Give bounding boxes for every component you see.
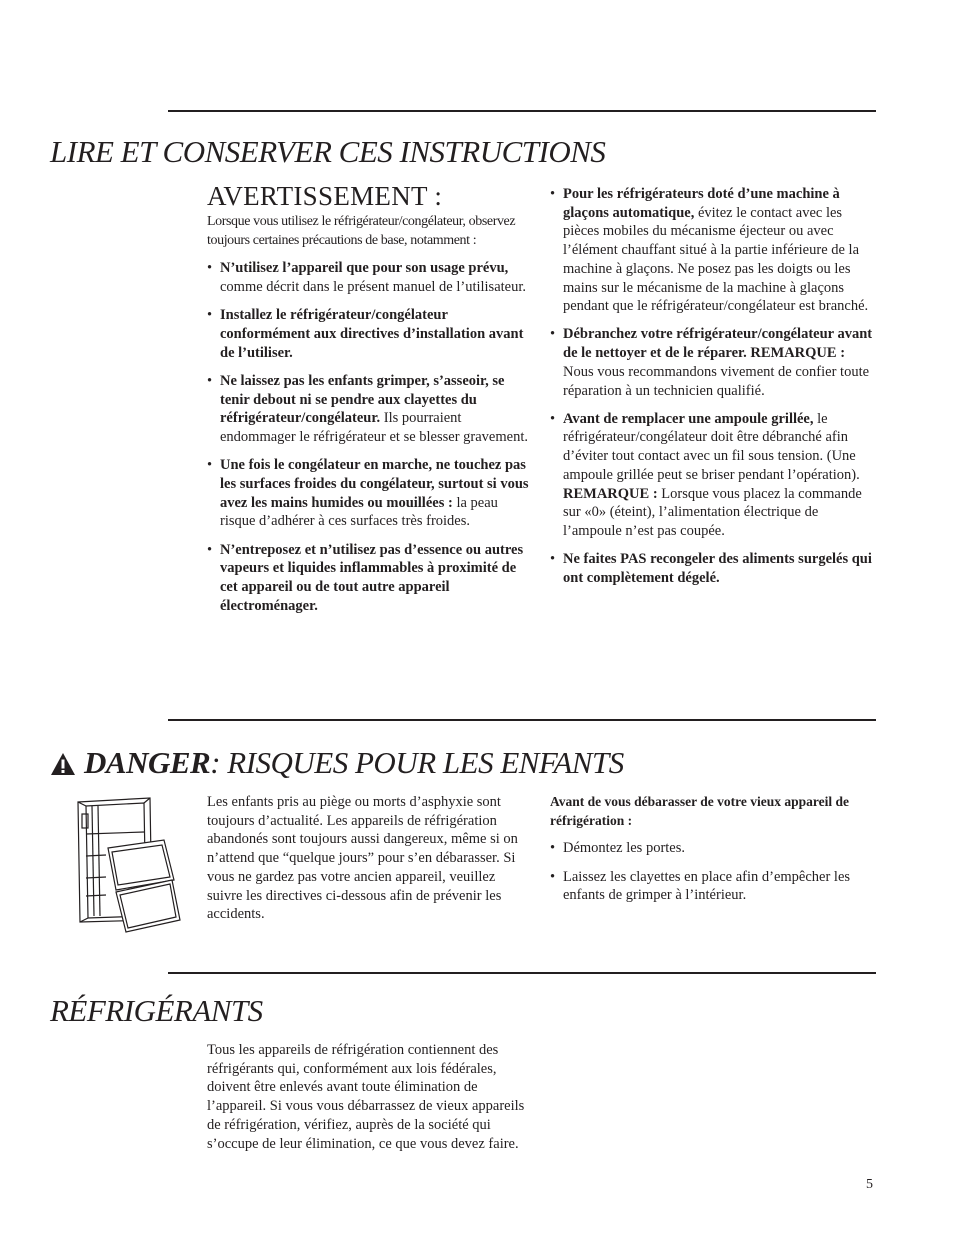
warning-intro: Lorsque vous utilisez le réfrigérateur/congélateur, observez toujours certaines précautions de base, notamment : [207, 214, 516, 248]
danger-word: DANGER [84, 745, 211, 780]
warning-title: AVERTISSEMENT : [207, 181, 443, 211]
list-item: • Ne laissez pas les enfants grimper, s’asseoir, se tenir debout ni se pendre aux clayettes du réfrigérateur/congélateur. Ils pourraient endommager le réfrigérateur et se blesser gravement. [207, 372, 529, 447]
list-item: • N’utilisez l’appareil que pour son usage prévu, comme décrit dans le présent manuel de l’utilisateur. [207, 259, 529, 296]
heading-read-and-keep: LIRE ET CONSERVER CES INSTRUCTIONS [50, 134, 606, 169]
disposal-intro: Avant de vous débarasser de votre vieux appareil de réfrigération : [550, 794, 850, 828]
warning-left-column [207, 213, 529, 625]
warning-right-column [550, 185, 876, 597]
list-item: • Ne faites PAS recongeler des aliments surgelés qui ont complètement dégelé. [550, 550, 876, 587]
danger-left-text [207, 793, 533, 924]
list-item: • N’entreposez et n’utilisez pas d’essence ou autres vapeurs et liquides inflammables à proximité de cet appareil ou de tout autre appareil électroménager. [207, 541, 529, 616]
list-item: • Une fois le congélateur en marche, ne touchez pas les surfaces froides du congélateur, surtout si vous avez les mains humides ou mouillées : la peau risque d’adhérer à ces surfaces très froides. [207, 456, 529, 531]
section-divider-danger [168, 719, 876, 721]
list-item: • Avant de remplacer une ampoule grillée, le réfrigérateur/congélateur doit être débranché afin d’éviter tout contact avec un fil sous tension. (Une ampoule grillée peut se briser pendant l’opération). REMARQUE : Lorsque vous placez la commande sur «0» (éteint), l’alimentation électrique de l’ampoule n’est pas coupée. [550, 410, 876, 541]
danger-paragraph: Les enfants pris au piège ou morts d’asphyxie sont toujours d’actualité. Les appareils de réfrigération abandonés sont toujours aussi dangereux, même si on n’attend que “quelque jours” pour s’en débarasser. Si vous ne gardez pas votre ancien appareil, veuillez suivre les directives ci-dessous afin de prévenir les accidents. [207, 794, 518, 923]
warning-right-list [550, 185, 876, 588]
heading-danger [50, 745, 624, 781]
refrigerants-text [207, 1041, 533, 1153]
list-item: • Laissez les clayettes en place afin d’empêcher les enfants de grimper à l’intérieur. [550, 868, 876, 905]
section-divider-refrigerants [168, 972, 876, 974]
list-item: • Pour les réfrigérateurs doté d’une machine à glaçons automatique, évitez le contact avec les pièces mobiles du mécanisme éjecteur ou avec l’élément chauffant situé à la partie inférieure de la machine à glaçons. Ne posez pas les doigts ou les mains sur le mécanisme de la machine à glaçons pendant que le réfrigérateur/congélateur est branché. [550, 185, 876, 316]
refrigerator-illustration [76, 796, 182, 936]
heading-refrigerants: RÉFRIGÉRANTS [50, 993, 263, 1028]
warning-triangle-icon [50, 752, 76, 776]
disposal-list [550, 839, 876, 905]
page-number: 5 [866, 1177, 873, 1192]
danger-right-column [550, 793, 876, 915]
list-item: • Installez le réfrigérateur/congélateur conformément aux directives d’installation avant de l’utiliser. [207, 306, 529, 362]
list-item: • Débranchez votre réfrigérateur/congélateur avant de le nettoyer et de le réparer. REMARQUE : Nous vous recommandons vivement de confier toute réparation à un technicien qualifié. [550, 325, 876, 400]
warning-left-list [207, 259, 529, 615]
refrigerants-paragraph: Tous les appareils de réfrigération contiennent des réfrigérants qui, conformément aux lois fédérales, doivent être enlevés avant toute élimination de l’appareil. Si vous vous débarrassez de vieux appareils de réfrigération, vérifiez, auprès de la société qui s’occupe de leur élimination, ce que vous devez faire. [207, 1042, 525, 1152]
list-item: • Démontez les portes. [550, 839, 876, 858]
section-divider-top [168, 110, 876, 112]
danger-heading-text: : RISQUES POUR LES ENFANTS [210, 745, 624, 780]
